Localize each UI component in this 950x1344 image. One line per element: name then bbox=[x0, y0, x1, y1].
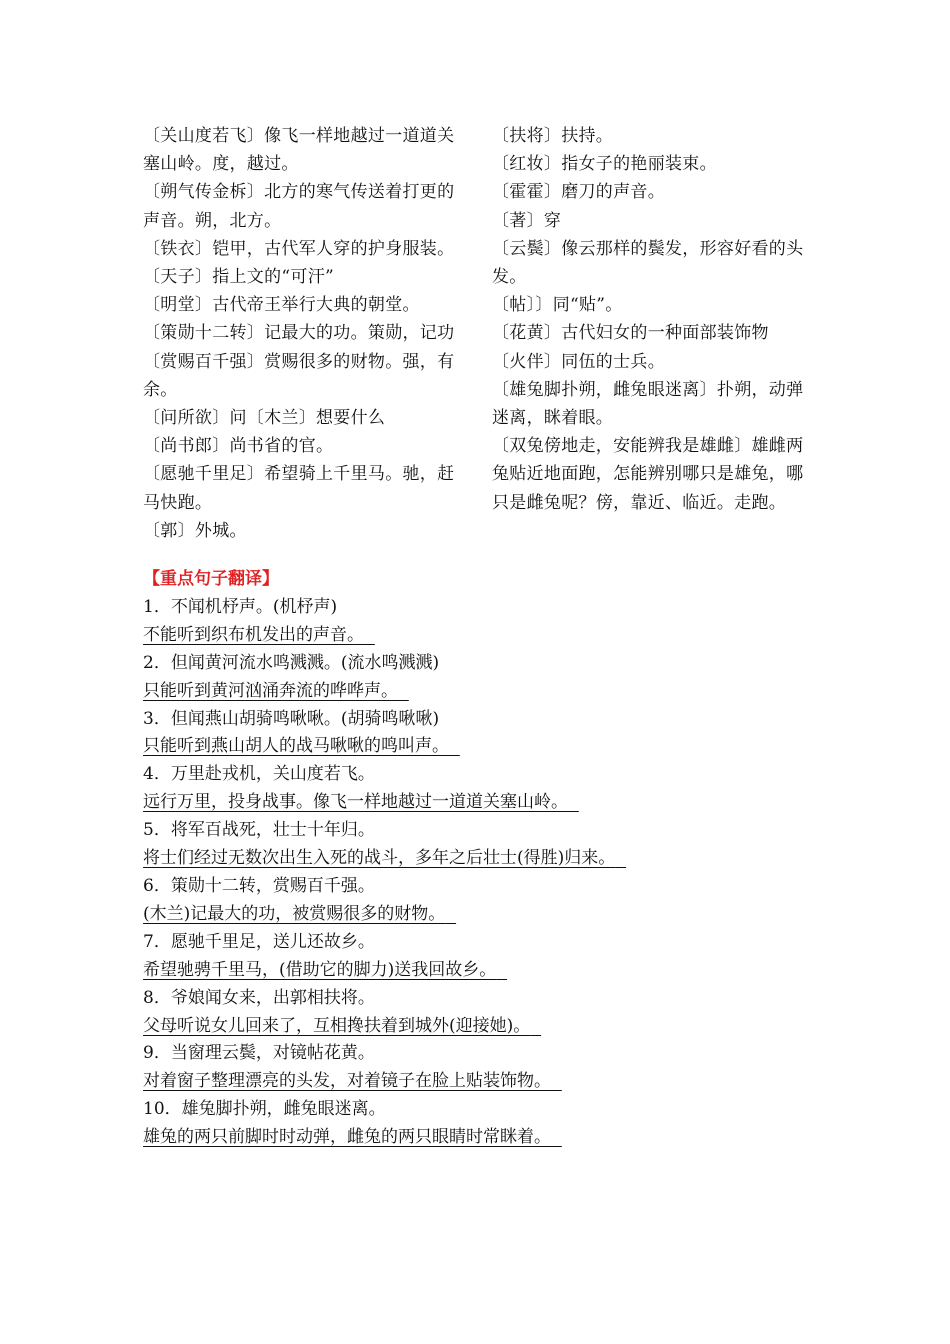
sentence-translation: 远行万里，投身战事。像飞一样地越过一道道关塞山岭。 bbox=[143, 792, 568, 813]
original-sentence: 6．策勋十二转，赏赐百千强。 bbox=[143, 875, 375, 896]
glossary-entry: 〔铁衣〕铠甲，古代军人穿的护身服装。 bbox=[143, 238, 455, 259]
glossary-entry: 〔明堂〕古代帝王举行大典的朝堂。 bbox=[143, 295, 420, 316]
sentence-translation: 父母听说女儿回来了，互相搀扶着到城外(迎接她)。 bbox=[143, 1015, 531, 1036]
glossary-entry: 〔尚书郎〕尚书省的官。 bbox=[143, 436, 334, 457]
glossary-entry: 〔著〕穿 bbox=[492, 210, 562, 231]
glossary-entry: 〔关山度若飞〕像飞一样地越过一道道关塞山岭。度，越过。 bbox=[143, 126, 455, 175]
sentence-translation: 雄兔的两只前脚时时动弹，雌兔的两只眼睛时常眯着。 bbox=[143, 1127, 551, 1148]
glossary-entry: 〔云鬓〕像云那样的鬓发，形容好看的头发。 bbox=[492, 238, 804, 288]
sentence-translation: 希望驰骋千里马，(借助它的脚力)送我回故乡。 bbox=[143, 959, 497, 980]
glossary-entry: 〔愿驰千里足〕希望骑上千里马。驰，赶马快跑。 bbox=[143, 464, 455, 513]
section-title: 【重点句子翻译】 bbox=[143, 569, 279, 589]
original-sentence: 2．但闻黄河流水鸣溅溅。(流水鸣溅溅) bbox=[143, 652, 440, 673]
sentence-translation: 将士们经过无数次出生入死的战斗，多年之后壮士(得胜)归来。 bbox=[143, 848, 616, 869]
glossary-entry: 〔霍霍〕磨刀的声音。 bbox=[492, 182, 665, 203]
original-sentence: 1．不闻机杼声。(机杼声) bbox=[143, 596, 338, 617]
glossary-entry: 〔扶将〕扶持。 bbox=[492, 126, 614, 146]
glossary-right-column bbox=[492, 122, 817, 517]
glossary-entry: 〔火伴〕同伍的士兵。 bbox=[492, 351, 665, 372]
glossary-entry: 〔双兔傍地走，安能辨我是雄雌〕雄雌两兔贴近地面跑，怎能辨别哪只是雄兔，哪只是雌兔呢？傍，靠近、临近。走跑。 bbox=[492, 436, 804, 513]
glossary-left-column bbox=[143, 122, 468, 545]
original-sentence: 7．愿驰千里足，送儿还故乡。 bbox=[143, 931, 375, 952]
glossary-entry: 〔帖〕〕同“贴”。 bbox=[492, 295, 623, 316]
original-sentence: 5．将军百战死，壮士十年归。 bbox=[143, 820, 375, 841]
original-sentence: 4．万里赴戎机，关山度若飞。 bbox=[143, 764, 375, 785]
glossary-entry: 〔花黄〕古代妇女的一种面部装饰物 bbox=[492, 323, 769, 344]
glossary-entry: 〔天子〕指上文的“可汗” bbox=[143, 267, 334, 288]
sentence-translation: 对着窗子整理漂亮的头发，对着镜子在脸上贴装饰物。 bbox=[143, 1071, 551, 1092]
sentence-translation: 只能听到燕山胡人的战马啾啾的鸣叫声。 bbox=[143, 736, 449, 757]
glossary-entry: 〔策勋十二转〕记最大的功。策勋，记功 bbox=[143, 323, 455, 344]
key-sentences-section bbox=[143, 566, 823, 1152]
sentence-translation: (木兰)记最大的功，被赏赐很多的财物。 bbox=[143, 903, 446, 924]
glossary-entry: 〔朔气传金柝〕北方的寒气传送着打更的声音。朔，北方。 bbox=[143, 182, 455, 231]
original-sentence: 8．爷娘闻女来，出郭相扶将。 bbox=[143, 987, 375, 1008]
original-sentence: 10．雄兔脚扑朔，雌兔眼迷离。 bbox=[143, 1099, 386, 1120]
sentence-translation: 只能听到黄河汹涌奔流的哗哗声。 bbox=[143, 680, 398, 701]
glossary-entry: 〔郭〕外城。 bbox=[143, 520, 247, 541]
glossary-entry: 〔雄兔脚扑朔，雌兔眼迷离〕扑朔，动弹迷离，眯着眼。 bbox=[492, 379, 804, 429]
glossary-entry: 〔红妆〕指女子的艳丽装束。 bbox=[492, 154, 717, 175]
original-sentence: 9．当窗理云鬓，对镜帖花黄。 bbox=[143, 1043, 375, 1064]
glossary-entry: 〔赏赐百千强〕赏赐很多的财物。强，有余。 bbox=[143, 351, 455, 400]
glossary-entry: 〔问所欲〕问〔木兰〕想要什么 bbox=[143, 408, 386, 429]
original-sentence: 3．但闻燕山胡骑鸣啾啾。(胡骑鸣啾啾) bbox=[143, 708, 440, 729]
sentence-translation: 不能听到织布机发出的声音。 bbox=[143, 624, 364, 645]
